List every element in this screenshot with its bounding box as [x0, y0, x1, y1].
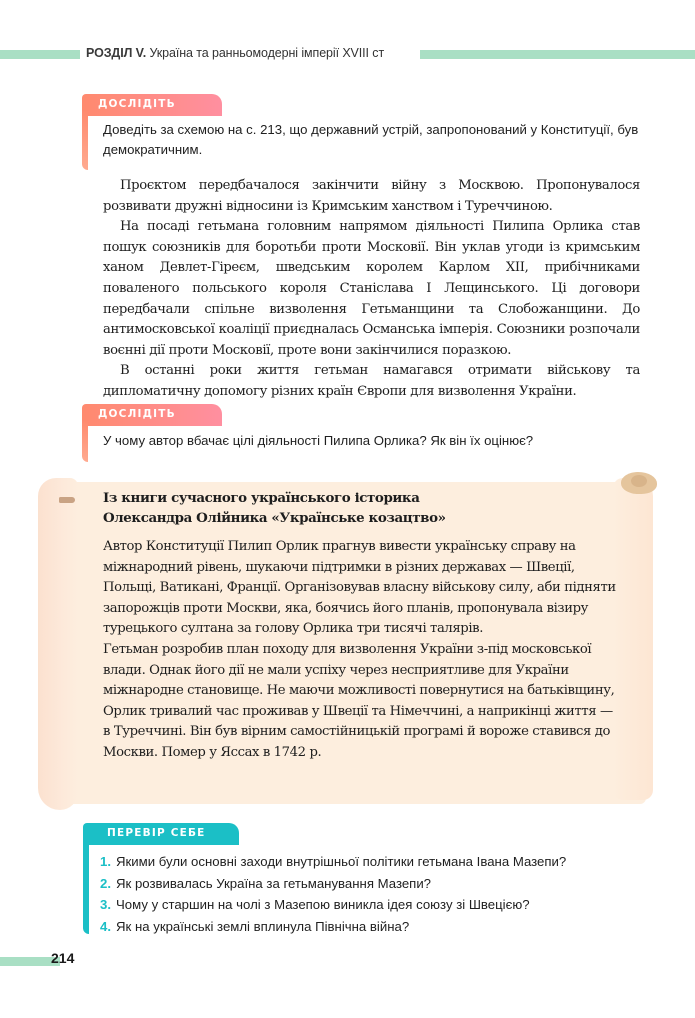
- source-text: [103, 537, 623, 764]
- task-text: У чому автор вбачає цілі діяльності Пилипа Орлика? Як він їх оцінює?: [88, 426, 648, 464]
- scroll-roll-left: [38, 478, 78, 810]
- section-title: Україна та ранньомодерні імперії XVIII ст: [149, 46, 385, 60]
- source-title-line: Із книги сучасного українського історика: [103, 490, 420, 506]
- main-text: [103, 176, 640, 403]
- task-text: Доведіть за схемою на с. 213, що державний устрій, запропонований у Конституції, був демократичним.: [88, 116, 648, 172]
- source-title: [103, 488, 603, 528]
- paragraph: В останні роки життя гетьман намагався отримати військову та дипломатичну допомогу різних країн Європи для визволення України.: [103, 363, 640, 399]
- question-text: Як на українські землі вплинула Північна війна?: [116, 918, 410, 934]
- check-tab-label: ПЕРЕВІР СЕБЕ: [83, 823, 239, 845]
- question-item: [100, 873, 649, 895]
- source-paragraph: Гетьман розробив план походу для визволення України з-під московської влади. Однак його дії не мали успіху через несприятливе для України міжнародне становище. Не маючи можливості повернутися на батьківщину, Орлик тривалий час проживав у Швеції та Німеччині, а наприкінці життя — в Туреччині. Він був вірним самостійницькій програмі й вороже ставився до Москви. Помер у Яссах в 1742 р.: [103, 641, 615, 760]
- question-number: 4.: [100, 918, 111, 934]
- scroll-end-right-icon: [621, 472, 657, 494]
- paragraph: Проєктом передбачалося закінчити війну з Москвою. Пропонувалося розвивати дружні відносини із Кримським ханством і Туреччиною.: [103, 178, 640, 214]
- task-tab-label: ДОСЛІДІТЬ: [82, 94, 222, 116]
- question-text: Як розвивалась Україна за гетьманування Мазепи?: [116, 875, 432, 891]
- source-paragraph: Автор Конституції Пилип Орлик прагнув вивести українську справу на міжнародний рівень, шукаючи підтримки в різних державах — Швеції, Польщі, Ватикані, Франції. Організовував власну військову силу, аби підняти запорожців проти Москви, яка, боячись його планів, пропонувала візиру турецького султана за голову Орлика три тисячі талярів.: [103, 539, 616, 637]
- running-header: [86, 46, 384, 60]
- page-number: 214: [51, 950, 75, 966]
- question-item: [100, 894, 649, 916]
- header-accent-bar-left: [0, 50, 80, 59]
- question-text: Якими були основні заходи внутрішньої політики гетьмана Івана Мазепи?: [116, 854, 567, 869]
- source-title-line: Олександра Олійника «Українське козацтво»: [103, 510, 446, 526]
- header-accent-bar-right: [420, 50, 695, 59]
- scroll-end-left-icon: [59, 497, 75, 503]
- task-tab-label: ДОСЛІДІТЬ: [82, 404, 222, 426]
- question-text: Чому у старшин на чолі з Мазепою виникла ідея союзу зі Швецією?: [116, 897, 530, 912]
- question-list: [100, 851, 649, 937]
- question-number: 3.: [100, 897, 111, 912]
- question-item: [100, 916, 649, 938]
- question-number: 1.: [100, 854, 111, 869]
- question-number: 2.: [100, 875, 111, 891]
- paragraph: На посаді гетьмана головним напрямом діяльності Пилипа Орлика став пошук союзників для боротьби проти Московії. Він уклав угоди із кримським ханом Девлет-Гіреєм, шведським королем Карлом XII, прибічниками поваленого польського короля Станіслава I Лещинського. Ці договори передбачали спільне визволення Гетьманщини та Слобожанщини. До антимосковської коаліції приєдналась Османська імперія. Союзники розпочали воєнні дії проти Московії, проте вони закінчилися поразкою.: [103, 219, 640, 358]
- question-item: [100, 851, 649, 873]
- section-label: РОЗДІЛ V.: [86, 46, 147, 60]
- check-body: [89, 845, 649, 937]
